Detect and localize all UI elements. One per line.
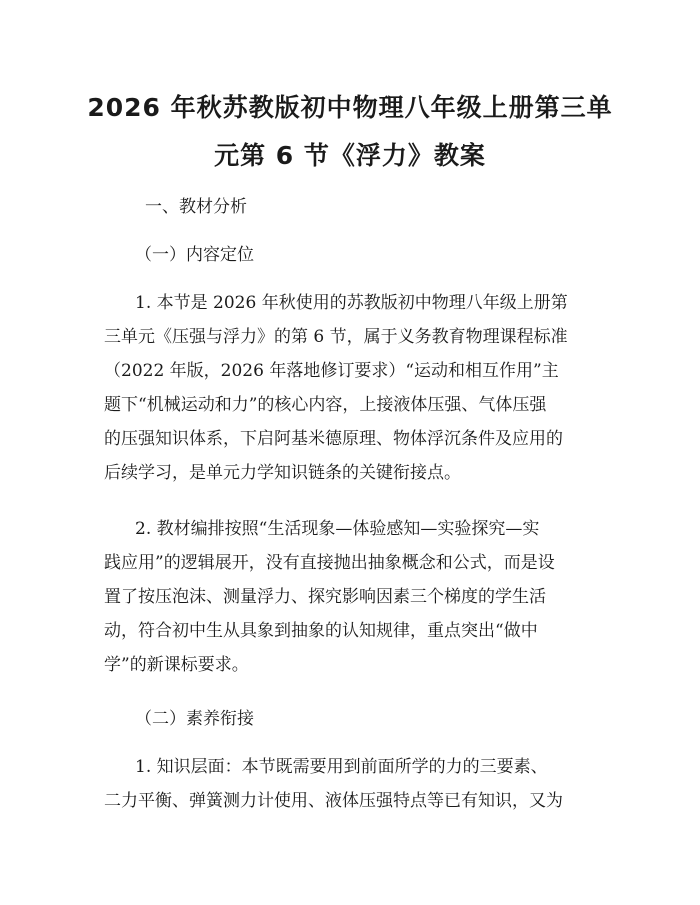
paragraph-3-line-1: 1. 知识层面：本节既需要用到前面所学的力的三要素、 [135,757,548,777]
paragraph-1-line-6: 后续学习，是单元力学知识链条的关键衔接点。 [104,463,461,483]
section-heading-textbook-analysis: 一、教材分析 [145,197,247,217]
paragraph-1-line-3: （2022 年版，2026 年落地修订要求）“运动和相互作用”主 [104,361,559,381]
subsection-heading-content-positioning: （一）内容定位 [135,245,254,265]
subsection-heading-literacy-connection: （二）素养衔接 [135,709,254,729]
paragraph-1-line-4: 题下“机械运动和力”的核心内容，上接液体压强、气体压强 [104,395,547,415]
document-title-line-2: 元第 6 节《浮力》教案 [214,141,486,170]
paragraph-1-line-5: 的压强知识体系，下启阿基米德原理、物体浮沉条件及应用的 [104,429,563,449]
paragraph-1-line-2: 三单元《压强与浮力》的第 6 节，属于义务教育物理课程标准 [104,327,568,347]
paragraph-2-line-3: 置了按压泡沫、测量浮力、探究影响因素三个梯度的学生活 [104,587,546,607]
paragraph-2-line-5: 学”的新课标要求。 [104,655,249,675]
paragraph-2-line-2: 践应用”的逻辑展开，没有直接抛出抽象概念和公式，而是设 [104,553,555,573]
document-title-line-1: 2026 年秋苏教版初中物理八年级上册第三单 [87,93,613,122]
paragraph-3-line-2: 二力平衡、弹簧测力计使用、液体压强特点等已有知识，又为 [104,791,563,811]
paragraph-1-line-1: 1. 本节是 2026 年秋使用的苏教版初中物理八年级上册第 [135,293,568,313]
paragraph-2-line-4: 动，符合初中生从具象到抽象的认知规律，重点突出“做中 [104,621,538,641]
paragraph-2-line-1: 2. 教材编排按照“生活现象—体验感知—实验探究—实 [135,519,540,539]
